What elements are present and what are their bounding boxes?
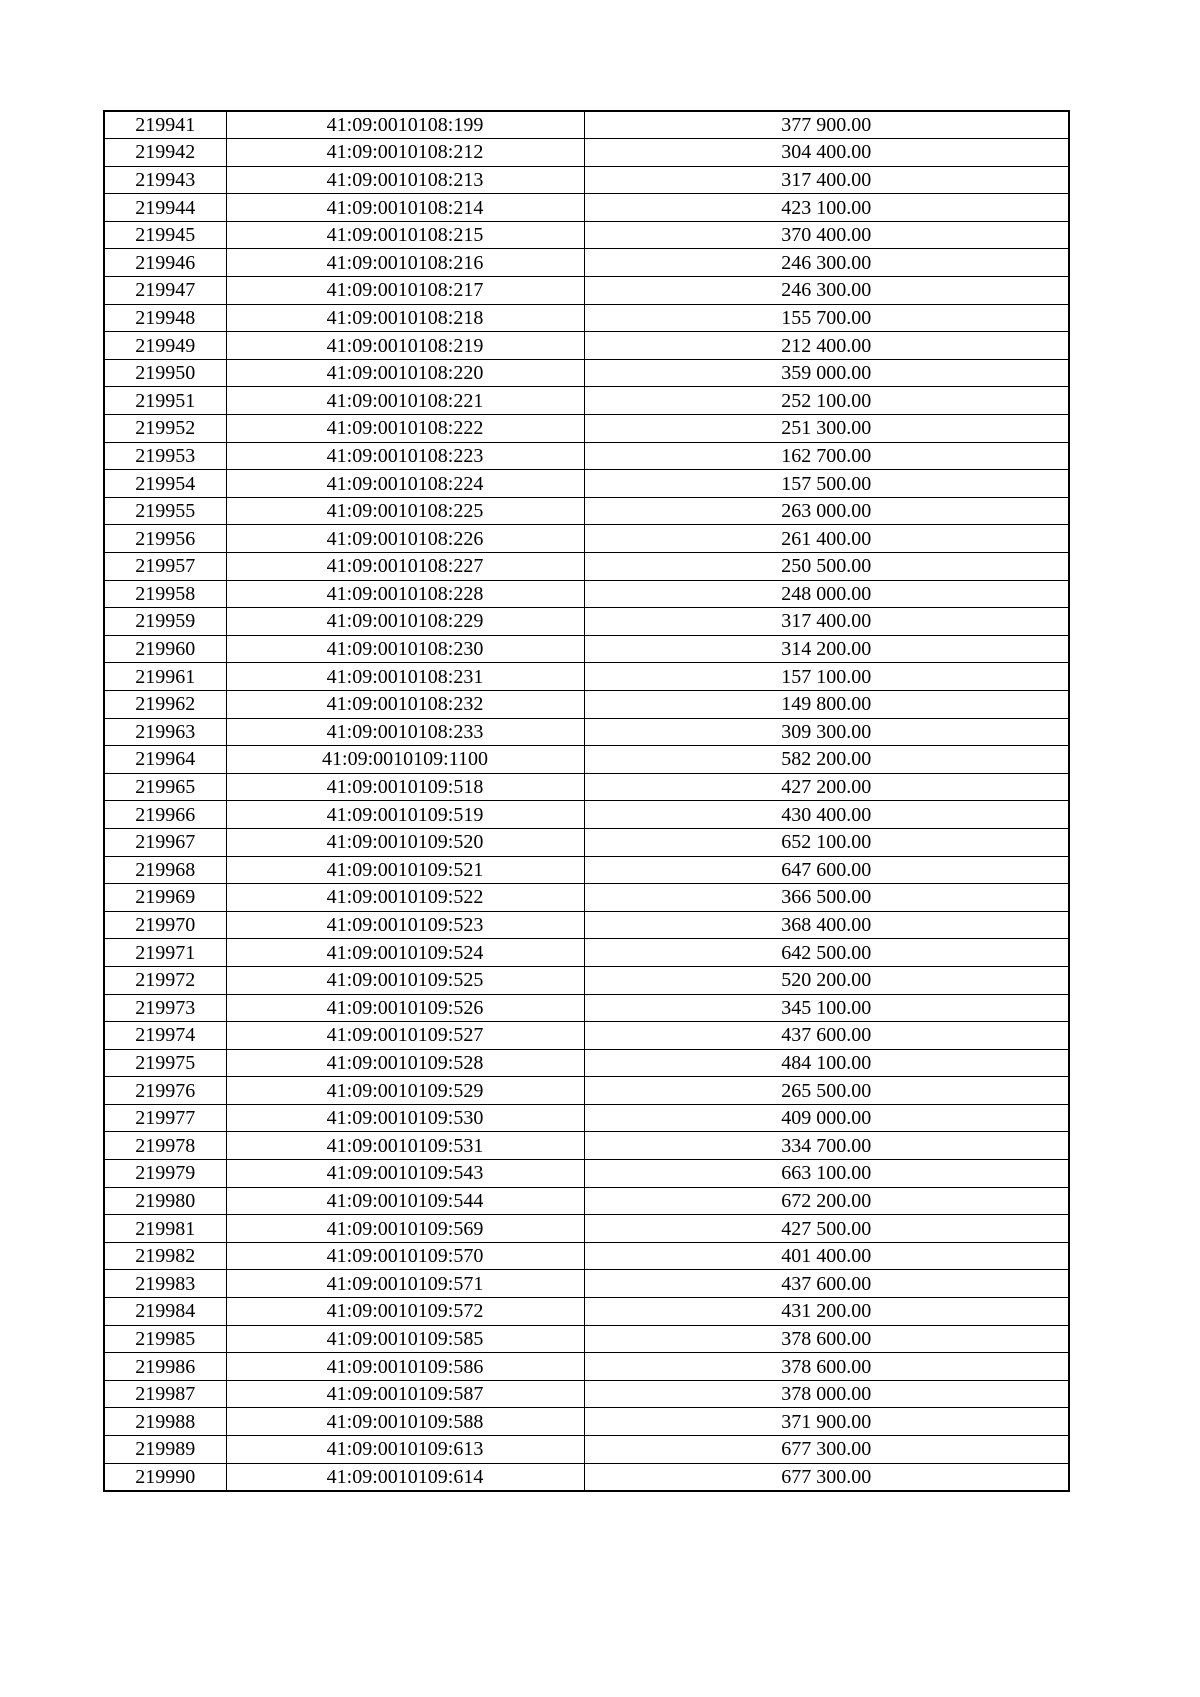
row-number-cell: 219983 (104, 1270, 226, 1298)
row-number-cell: 219950 (104, 359, 226, 387)
cadastral-value-cell: 642 500.00 (584, 939, 1069, 967)
cadastral-number-cell: 41:09:0010109:520 (226, 828, 584, 856)
cadastral-number-cell: 41:09:0010108:232 (226, 690, 584, 718)
table-row (104, 1325, 1069, 1353)
row-number-cell: 219989 (104, 1436, 226, 1464)
row-number-cell: 219971 (104, 939, 226, 967)
table-row (104, 442, 1069, 470)
table-row (104, 911, 1069, 939)
cadastral-number-cell: 41:09:0010109:526 (226, 994, 584, 1022)
cadastral-number-cell: 41:09:0010109:587 (226, 1380, 584, 1408)
cadastral-value-cell: 252 100.00 (584, 387, 1069, 415)
row-number-cell: 219944 (104, 194, 226, 222)
cadastral-value-cell: 647 600.00 (584, 856, 1069, 884)
cadastral-value-cell: 157 100.00 (584, 663, 1069, 691)
table-row (104, 718, 1069, 746)
cadastral-value-cell: 317 400.00 (584, 608, 1069, 636)
cadastral-number-cell: 41:09:0010108:221 (226, 387, 584, 415)
cadastral-value-cell: 246 300.00 (584, 249, 1069, 277)
cadastral-value-cell: 378 000.00 (584, 1380, 1069, 1408)
cadastral-number-cell: 41:09:0010109:530 (226, 1104, 584, 1132)
cadastral-number-cell: 41:09:0010109:529 (226, 1077, 584, 1105)
cadastral-number-cell: 41:09:0010108:213 (226, 166, 584, 194)
cadastral-value-cell: 677 300.00 (584, 1463, 1069, 1491)
cadastral-value-cell: 427 500.00 (584, 1215, 1069, 1243)
table-row (104, 635, 1069, 663)
cadastral-value-cell: 157 500.00 (584, 470, 1069, 498)
table-row (104, 139, 1069, 167)
row-number-cell: 219976 (104, 1077, 226, 1105)
table-row (104, 1353, 1069, 1381)
row-number-cell: 219970 (104, 911, 226, 939)
row-number-cell: 219947 (104, 277, 226, 305)
cadastral-number-cell: 41:09:0010108:214 (226, 194, 584, 222)
cadastral-value-cell: 370 400.00 (584, 221, 1069, 249)
row-number-cell: 219941 (104, 111, 226, 139)
row-number-cell: 219973 (104, 994, 226, 1022)
cadastral-value-cell: 162 700.00 (584, 442, 1069, 470)
table-row (104, 746, 1069, 774)
table-row (104, 939, 1069, 967)
cadastral-number-cell: 41:09:0010108:230 (226, 635, 584, 663)
table-row (104, 1104, 1069, 1132)
table-row (104, 359, 1069, 387)
row-number-cell: 219974 (104, 1022, 226, 1050)
cadastral-number-cell: 41:09:0010109:585 (226, 1325, 584, 1353)
cadastral-number-cell: 41:09:0010109:528 (226, 1049, 584, 1077)
cadastral-number-cell: 41:09:0010108:219 (226, 332, 584, 360)
row-number-cell: 219953 (104, 442, 226, 470)
table-row (104, 304, 1069, 332)
cadastral-value-cell: 250 500.00 (584, 553, 1069, 581)
row-number-cell: 219948 (104, 304, 226, 332)
row-number-cell: 219945 (104, 221, 226, 249)
cadastral-number-cell: 41:09:0010109:521 (226, 856, 584, 884)
cadastral-number-cell: 41:09:0010109:586 (226, 1353, 584, 1381)
table-row (104, 663, 1069, 691)
cadastral-value-cell: 409 000.00 (584, 1104, 1069, 1132)
table-row (104, 1270, 1069, 1298)
cadastral-value-cell: 368 400.00 (584, 911, 1069, 939)
cadastral-value-cell: 431 200.00 (584, 1298, 1069, 1326)
cadastral-value-cell: 677 300.00 (584, 1436, 1069, 1464)
cadastral-value-cell: 437 600.00 (584, 1270, 1069, 1298)
row-number-cell: 219982 (104, 1242, 226, 1270)
row-number-cell: 219960 (104, 635, 226, 663)
table-row (104, 773, 1069, 801)
row-number-cell: 219955 (104, 497, 226, 525)
row-number-cell: 219965 (104, 773, 226, 801)
cadastral-number-cell: 41:09:0010108:215 (226, 221, 584, 249)
row-number-cell: 219980 (104, 1187, 226, 1215)
table-row (104, 497, 1069, 525)
cadastral-number-cell: 41:09:0010109:522 (226, 884, 584, 912)
table-row (104, 1132, 1069, 1160)
cadastral-value-cell: 582 200.00 (584, 746, 1069, 774)
cadastral-number-cell: 41:09:0010109:1100 (226, 746, 584, 774)
table-row (104, 966, 1069, 994)
cadastral-number-cell: 41:09:0010108:220 (226, 359, 584, 387)
cadastral-number-cell: 41:09:0010109:525 (226, 966, 584, 994)
table-row (104, 1242, 1069, 1270)
cadastral-number-cell: 41:09:0010109:569 (226, 1215, 584, 1243)
row-number-cell: 219968 (104, 856, 226, 884)
table-row (104, 415, 1069, 443)
row-number-cell: 219954 (104, 470, 226, 498)
table-row (104, 1408, 1069, 1436)
cadastral-value-cell: 212 400.00 (584, 332, 1069, 360)
table-row (104, 1160, 1069, 1188)
cadastral-number-cell: 41:09:0010108:199 (226, 111, 584, 139)
cadastral-value-cell: 265 500.00 (584, 1077, 1069, 1105)
row-number-cell: 219979 (104, 1160, 226, 1188)
table-row (104, 856, 1069, 884)
cadastral-value-cell: 334 700.00 (584, 1132, 1069, 1160)
row-number-cell: 219978 (104, 1132, 226, 1160)
cadastral-number-cell: 41:09:0010109:570 (226, 1242, 584, 1270)
table-row (104, 884, 1069, 912)
row-number-cell: 219952 (104, 415, 226, 443)
table-row (104, 1077, 1069, 1105)
cadastral-number-cell: 41:09:0010109:572 (226, 1298, 584, 1326)
cadastral-number-cell: 41:09:0010108:222 (226, 415, 584, 443)
cadastral-value-cell: 652 100.00 (584, 828, 1069, 856)
table-row (104, 580, 1069, 608)
cadastral-number-cell: 41:09:0010109:531 (226, 1132, 584, 1160)
cadastral-number-cell: 41:09:0010108:231 (226, 663, 584, 691)
cadastral-value-cell: 261 400.00 (584, 525, 1069, 553)
row-number-cell: 219967 (104, 828, 226, 856)
cadastral-number-cell: 41:09:0010109:527 (226, 1022, 584, 1050)
row-number-cell: 219957 (104, 553, 226, 581)
cadastral-value-cell: 377 900.00 (584, 111, 1069, 139)
cadastral-value-cell: 309 300.00 (584, 718, 1069, 746)
table-row (104, 525, 1069, 553)
row-number-cell: 219962 (104, 690, 226, 718)
row-number-cell: 219956 (104, 525, 226, 553)
cadastral-value-cell: 359 000.00 (584, 359, 1069, 387)
cadastral-value-cell: 251 300.00 (584, 415, 1069, 443)
cadastral-value-cell: 520 200.00 (584, 966, 1069, 994)
row-number-cell: 219969 (104, 884, 226, 912)
cadastral-number-cell: 41:09:0010109:588 (226, 1408, 584, 1436)
cadastral-number-cell: 41:09:0010109:543 (226, 1160, 584, 1188)
row-number-cell: 219958 (104, 580, 226, 608)
cadastral-value-cell: 437 600.00 (584, 1022, 1069, 1050)
table-row (104, 1215, 1069, 1243)
cadastral-value-cell: 378 600.00 (584, 1353, 1069, 1381)
table-row (104, 221, 1069, 249)
table-row (104, 387, 1069, 415)
cadastral-value-cell: 378 600.00 (584, 1325, 1069, 1353)
cadastral-value-cell: 314 200.00 (584, 635, 1069, 663)
cadastral-number-cell: 41:09:0010109:524 (226, 939, 584, 967)
cadastral-number-cell: 41:09:0010108:227 (226, 553, 584, 581)
row-number-cell: 219990 (104, 1463, 226, 1491)
row-number-cell: 219985 (104, 1325, 226, 1353)
table-row (104, 1380, 1069, 1408)
cadastral-number-cell: 41:09:0010109:571 (226, 1270, 584, 1298)
cadastral-number-cell: 41:09:0010109:613 (226, 1436, 584, 1464)
row-number-cell: 219984 (104, 1298, 226, 1326)
cadastral-value-cell: 263 000.00 (584, 497, 1069, 525)
cadastral-value-cell: 155 700.00 (584, 304, 1069, 332)
cadastral-value-cell: 317 400.00 (584, 166, 1069, 194)
cadastral-value-table (103, 110, 1070, 1492)
cadastral-value-cell: 149 800.00 (584, 690, 1069, 718)
cadastral-number-cell: 41:09:0010109:519 (226, 801, 584, 829)
table-row (104, 1298, 1069, 1326)
cadastral-number-cell: 41:09:0010108:228 (226, 580, 584, 608)
table-row (104, 828, 1069, 856)
table-row (104, 553, 1069, 581)
table-row (104, 470, 1069, 498)
cadastral-number-cell: 41:09:0010108:224 (226, 470, 584, 498)
cadastral-number-cell: 41:09:0010108:226 (226, 525, 584, 553)
cadastral-number-cell: 41:09:0010108:217 (226, 277, 584, 305)
row-number-cell: 219951 (104, 387, 226, 415)
table-row (104, 1187, 1069, 1215)
row-number-cell: 219977 (104, 1104, 226, 1132)
cadastral-number-cell: 41:09:0010109:614 (226, 1463, 584, 1491)
cadastral-number-cell: 41:09:0010108:218 (226, 304, 584, 332)
table-row (104, 690, 1069, 718)
table-row (104, 1436, 1069, 1464)
table-row (104, 166, 1069, 194)
row-number-cell: 219975 (104, 1049, 226, 1077)
table-row (104, 801, 1069, 829)
cadastral-value-cell: 366 500.00 (584, 884, 1069, 912)
cadastral-value-cell: 423 100.00 (584, 194, 1069, 222)
cadastral-number-cell: 41:09:0010108:212 (226, 139, 584, 167)
table-row (104, 1463, 1069, 1491)
cadastral-value-cell: 430 400.00 (584, 801, 1069, 829)
cadastral-value-cell: 401 400.00 (584, 1242, 1069, 1270)
table-row (104, 332, 1069, 360)
cadastral-value-cell: 246 300.00 (584, 277, 1069, 305)
table-row (104, 277, 1069, 305)
row-number-cell: 219986 (104, 1353, 226, 1381)
table-row (104, 111, 1069, 139)
cadastral-value-cell: 672 200.00 (584, 1187, 1069, 1215)
cadastral-number-cell: 41:09:0010108:223 (226, 442, 584, 470)
cadastral-value-cell: 371 900.00 (584, 1408, 1069, 1436)
cadastral-value-cell: 663 100.00 (584, 1160, 1069, 1188)
table-row (104, 249, 1069, 277)
table-row (104, 608, 1069, 636)
cadastral-number-cell: 41:09:0010109:523 (226, 911, 584, 939)
row-number-cell: 219964 (104, 746, 226, 774)
row-number-cell: 219972 (104, 966, 226, 994)
cadastral-value-cell: 484 100.00 (584, 1049, 1069, 1077)
row-number-cell: 219949 (104, 332, 226, 360)
table-row (104, 1049, 1069, 1077)
row-number-cell: 219963 (104, 718, 226, 746)
cadastral-value-cell: 248 000.00 (584, 580, 1069, 608)
table-row (104, 994, 1069, 1022)
cadastral-number-cell: 41:09:0010108:233 (226, 718, 584, 746)
row-number-cell: 219987 (104, 1380, 226, 1408)
cadastral-number-cell: 41:09:0010108:216 (226, 249, 584, 277)
table-row (104, 194, 1069, 222)
row-number-cell: 219943 (104, 166, 226, 194)
row-number-cell: 219942 (104, 139, 226, 167)
row-number-cell: 219959 (104, 608, 226, 636)
cadastral-value-cell: 345 100.00 (584, 994, 1069, 1022)
cadastral-number-cell: 41:09:0010108:225 (226, 497, 584, 525)
cadastral-value-cell: 304 400.00 (584, 139, 1069, 167)
row-number-cell: 219966 (104, 801, 226, 829)
cadastral-number-cell: 41:09:0010109:518 (226, 773, 584, 801)
row-number-cell: 219981 (104, 1215, 226, 1243)
cadastral-value-cell: 427 200.00 (584, 773, 1069, 801)
row-number-cell: 219988 (104, 1408, 226, 1436)
cadastral-number-cell: 41:09:0010109:544 (226, 1187, 584, 1215)
row-number-cell: 219946 (104, 249, 226, 277)
table-body (104, 111, 1069, 1491)
row-number-cell: 219961 (104, 663, 226, 691)
cadastral-number-cell: 41:09:0010108:229 (226, 608, 584, 636)
table-row (104, 1022, 1069, 1050)
